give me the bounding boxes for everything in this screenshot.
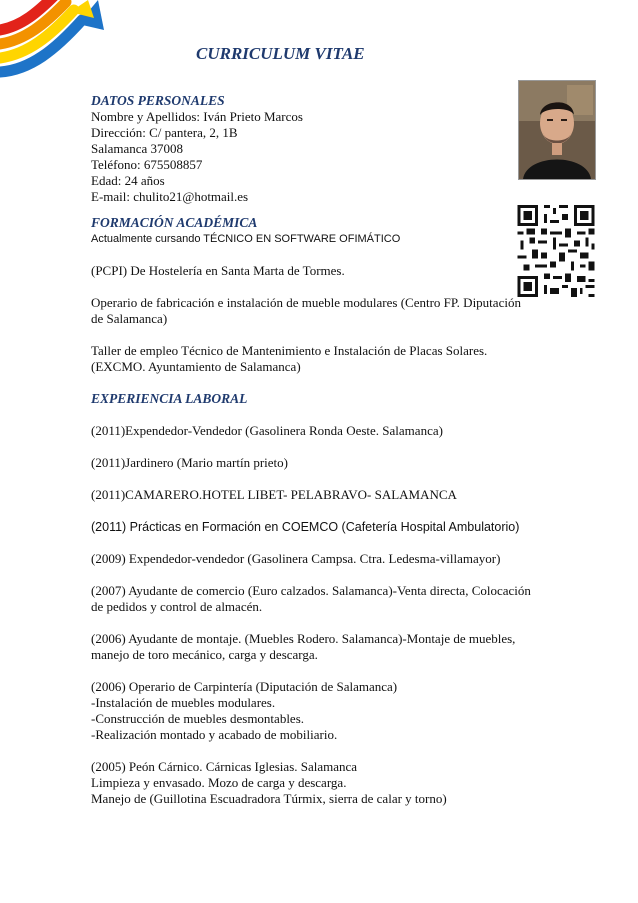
cv-content bbox=[91, 93, 531, 807]
experience-item: (2011)CAMARERO.HOTEL LIBET- PELABRAVO- SALAMANCA bbox=[91, 487, 457, 502]
education-item: Operario de fabricación e instalación de mueble modulares (Centro FP. Diputación de Salamanca) bbox=[91, 295, 521, 326]
experience-item: (2011)Jardinero (Mario martín prieto) bbox=[91, 455, 288, 470]
butcher-line: Manejo de (Guillotina Escuadradora Túrmix, sierra de calar y torno) bbox=[91, 791, 447, 806]
education-current: Actualmente cursando TÉCNICO EN SOFTWARE OFIMÁTICO bbox=[91, 233, 401, 245]
personal-data-heading: DATOS PERSONALES bbox=[91, 93, 225, 108]
document-title: CURRICULUM VITAE bbox=[196, 44, 365, 63]
personal-phone: Teléfono: 675508857 bbox=[91, 157, 203, 172]
carpentry-line: -Realización montado y acabado de mobiliario. bbox=[91, 727, 338, 742]
rising-arrows-logo-icon bbox=[0, 0, 120, 90]
carpentry-line: -Instalación de muebles modulares. bbox=[91, 695, 276, 710]
experience-item: (2006) Ayudante de montaje. (Muebles Rodero. Salamanca)-Montaje de muebles, manejo de toro mecánico, carga y descarga. bbox=[91, 631, 516, 662]
education-heading: FORMACIÓN ACADÉMICA bbox=[91, 215, 258, 230]
personal-email: E-mail: chulito21@hotmail.es bbox=[91, 189, 249, 204]
personal-address: Dirección: C/ pantera, 2, 1B bbox=[91, 125, 238, 140]
personal-age: Edad: 24 años bbox=[91, 173, 165, 188]
personal-city: Salamanca 37008 bbox=[91, 141, 184, 156]
experience-item: (2011) Prácticas en Formación en COEMCO (Cafetería Hospital Ambulatorio) bbox=[91, 520, 520, 534]
experience-item: (2009) Expendedor-vendedor (Gasolinera Campsa. Ctra. Ledesma-villamayor) bbox=[91, 551, 501, 566]
butcher-title: (2005) Peón Cárnico. Cárnicas Iglesias. Salamanca bbox=[91, 759, 358, 774]
experience-item: (2011)Expendedor-Vendedor (Gasolinera Ronda Oeste. Salamanca) bbox=[91, 423, 443, 438]
experience-item: (2007) Ayudante de comercio (Euro calzados. Salamanca)-Venta directa, Colocación de pedidos y control de almacén. bbox=[91, 583, 531, 614]
carpentry-line: -Construcción de muebles desmontables. bbox=[91, 711, 305, 726]
experience-heading: EXPERIENCIA LABORAL bbox=[91, 391, 248, 406]
personal-name: Nombre y Apellidos: Iván Prieto Marcos bbox=[91, 109, 303, 124]
education-item: Taller de empleo Técnico de Mantenimiento e Instalación de Placas Solares. (EXCMO. Ayuntamiento de Salamanca) bbox=[91, 343, 488, 374]
butcher-line: Limpieza y envasado. Mozo de carga y descarga. bbox=[91, 775, 347, 790]
education-item: (PCPI) De Hostelería en Santa Marta de Tormes. bbox=[91, 263, 345, 278]
carpentry-title: (2006) Operario de Carpintería (Diputación de Salamanca) bbox=[91, 679, 398, 694]
